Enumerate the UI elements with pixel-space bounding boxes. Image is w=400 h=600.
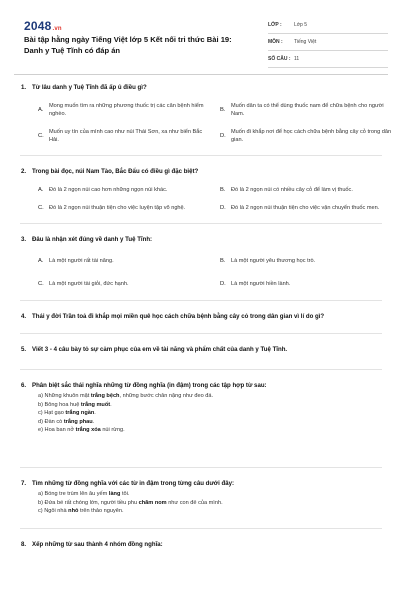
question-divider (20, 155, 382, 156)
question-text: Phân biệt sắc thái nghĩa những từ đồng nghĩa (in đậm) trong các tập hợp từ sau: (32, 382, 267, 389)
meta-value: Lớp 5 (294, 22, 308, 28)
option-text: Là một người yêu thương học trò. (231, 258, 316, 264)
option-letter: B. (220, 187, 226, 193)
question-divider (20, 300, 382, 301)
meta-info-box (268, 17, 388, 68)
sub-item: d) Đàn cò trắng phau. (38, 418, 95, 425)
question-header (14, 167, 388, 176)
answer-option-c[interactable] (38, 128, 210, 144)
sub-item: b) Đứa bé rất chóng lớn, người tiều phu chăm nom như con đẻ của mình. (38, 499, 223, 506)
document-title-line: Danh y Tuệ Tĩnh có đáp án (24, 46, 121, 55)
question-number: 2. (21, 168, 27, 175)
sub-item: e) Hoa ban nở trắng xóa núi rừng. (38, 427, 125, 434)
header-divider (14, 74, 388, 75)
meta-row-class (268, 17, 388, 34)
option-letter: C. (38, 205, 44, 211)
answer-option-d[interactable] (220, 128, 392, 144)
question-list (14, 80, 392, 549)
meta-value: 11 (294, 56, 300, 62)
question-number: 7. (21, 479, 27, 487)
highlight-word: trắng bệch (90, 393, 120, 399)
question-text: Tìm những từ đồng nghĩa với các từ in đậm trong từng câu dưới đây: (32, 479, 235, 487)
question-8 (14, 540, 388, 549)
question-3 (14, 235, 388, 301)
highlight-word: chăm nom (138, 499, 167, 506)
option-text: Đó là 2 ngọn núi thuận tiện cho việc luyện tập võ nghệ. (49, 205, 186, 211)
option-text: Là một người hiền lành. (231, 281, 291, 287)
question-divider (20, 369, 382, 370)
question-header (14, 235, 388, 244)
meta-key: MÔN : (268, 39, 283, 45)
option-text: Muốn uy tín của mình cao như núi Thái Sơn, xa như biển Bắc Hải. (49, 129, 203, 143)
answer-option-b[interactable] (220, 186, 392, 194)
answer-options (14, 257, 388, 288)
option-text: Muốn đi khắp nơi để học cách chữa bệnh bằng cây cỏ trong dân gian. (231, 129, 392, 143)
highlight-word: trắng xóa (75, 427, 101, 434)
question-text: Thái y đời Trần toả đi khắp mọi miền quê học cách chữa bệnh bằng cây cỏ trong dân gian vì lí do gì? (32, 313, 325, 320)
option-letter: D. (220, 281, 226, 287)
question-header (14, 83, 388, 92)
document-title (24, 34, 252, 56)
question-number: 8. (21, 540, 27, 548)
answer-option-a[interactable] (38, 102, 210, 118)
question-header (14, 345, 388, 354)
meta-row-count (268, 51, 388, 68)
question-text: Xếp những từ sau thành 4 nhóm đồng nghĩa: (32, 540, 163, 548)
question-divider (20, 528, 382, 529)
answer-options (14, 102, 392, 144)
question-4 (14, 312, 388, 334)
option-letter: A. (38, 107, 44, 113)
question-text: Đâu là nhận xét đúng về danh y Tuệ Tĩnh: (32, 236, 153, 243)
question-5 (14, 345, 388, 370)
question-header (14, 540, 388, 549)
document-title-line: Bài tập hằng ngày Tiếng Việt lớp 5 Kết nối tri thức Bài 19: (24, 35, 232, 44)
option-letter: A. (38, 258, 44, 264)
sub-item: c) Hạt gạo trắng ngần. (38, 410, 96, 417)
sub-item: a) Những khuôn mặt trắng bệch, những bước chân nặng như đeo đá. (38, 393, 214, 399)
logo-text: 2048 (24, 19, 52, 33)
question-divider (20, 333, 382, 334)
option-letter: A. (38, 187, 44, 193)
question-7 (14, 479, 388, 529)
question-divider (20, 223, 382, 224)
question-2 (14, 167, 388, 224)
option-text: Là một người tài giỏi, đức hạnh. (49, 281, 129, 287)
question-number: 1. (21, 84, 27, 91)
highlight-word: nhỏ (68, 508, 79, 515)
answer-option-d[interactable] (220, 204, 392, 212)
highlight-word: trắng ngần (65, 410, 95, 417)
highlight-word: trắng muốt (80, 401, 111, 408)
answer-option-a[interactable] (38, 257, 210, 265)
option-text: Muốn dân ta có thể dùng thuốc nam để chữa bệnh cho người Nam. (231, 103, 384, 117)
question-text: Viết 3 - 4 câu bày tỏ sự cảm phục của em về tài năng và phẩm chất của danh y Tuệ Tĩnh. (32, 346, 288, 353)
option-text: Mong muốn tìm ra những phương thuốc trị các căn bệnh hiểm nghèo. (49, 103, 204, 117)
question-divider (20, 467, 382, 468)
question-text: Từ lâu danh y Tuệ Tĩnh đã ấp ủ điều gì? (32, 84, 147, 91)
option-text: Đó là 2 ngọn núi cao hơn những ngọn núi khác. (49, 187, 168, 193)
meta-key: LỚP : (268, 22, 282, 28)
question-text: Trong bài đọc, núi Nam Tào, Bắc Đẩu có điều gì đặc biệt? (32, 168, 199, 175)
answer-option-c[interactable] (38, 204, 210, 212)
site-logo[interactable] (24, 19, 62, 33)
option-text: Đó là 2 ngọn núi có nhiều cây cỏ để làm vị thuốc. (231, 187, 353, 193)
question-number: 3. (21, 236, 27, 243)
option-text: Đó là 2 ngọn núi thuận tiện cho việc vận chuyển thuốc men. (231, 205, 380, 211)
option-letter: C. (38, 133, 44, 139)
answer-options (14, 186, 388, 212)
highlight-word: làng (108, 490, 121, 497)
option-letter: C. (38, 281, 44, 287)
document-header (14, 14, 388, 76)
option-letter: D. (220, 205, 226, 211)
question-header (14, 479, 388, 488)
question-number: 4. (21, 313, 27, 320)
question-6 (14, 381, 388, 468)
logo-suffix: .vn (52, 26, 62, 32)
answer-option-d[interactable] (220, 280, 392, 288)
option-letter: B. (220, 258, 226, 264)
meta-key: SỐ CÂU : (268, 56, 291, 62)
highlight-word: trắng phau (63, 418, 93, 425)
answer-option-a[interactable] (38, 186, 210, 194)
meta-value: Tiếng Việt (294, 39, 317, 45)
answer-option-b[interactable] (220, 257, 392, 265)
option-text: Là một người rất tài năng. (49, 258, 114, 264)
option-letter: D. (220, 133, 226, 139)
question-header (14, 381, 388, 390)
sub-item: b) Bông hoa huệ trắng muốt. (38, 401, 112, 408)
question-header (14, 312, 388, 321)
sub-item: a) Bóng tre trùm lên âu yếm làng tôi. (38, 490, 130, 497)
question-1 (14, 83, 392, 156)
sub-item-list (14, 490, 388, 516)
sub-item-list (14, 392, 388, 435)
meta-row-subject (268, 34, 388, 51)
sub-item: c) Ngôi nhà nhỏ trên thảo nguyên. (38, 508, 124, 515)
answer-option-b[interactable] (220, 102, 392, 118)
answer-option-c[interactable] (38, 280, 210, 288)
question-number: 6. (21, 382, 27, 389)
question-number: 5. (21, 346, 27, 353)
option-letter: B. (220, 107, 226, 113)
